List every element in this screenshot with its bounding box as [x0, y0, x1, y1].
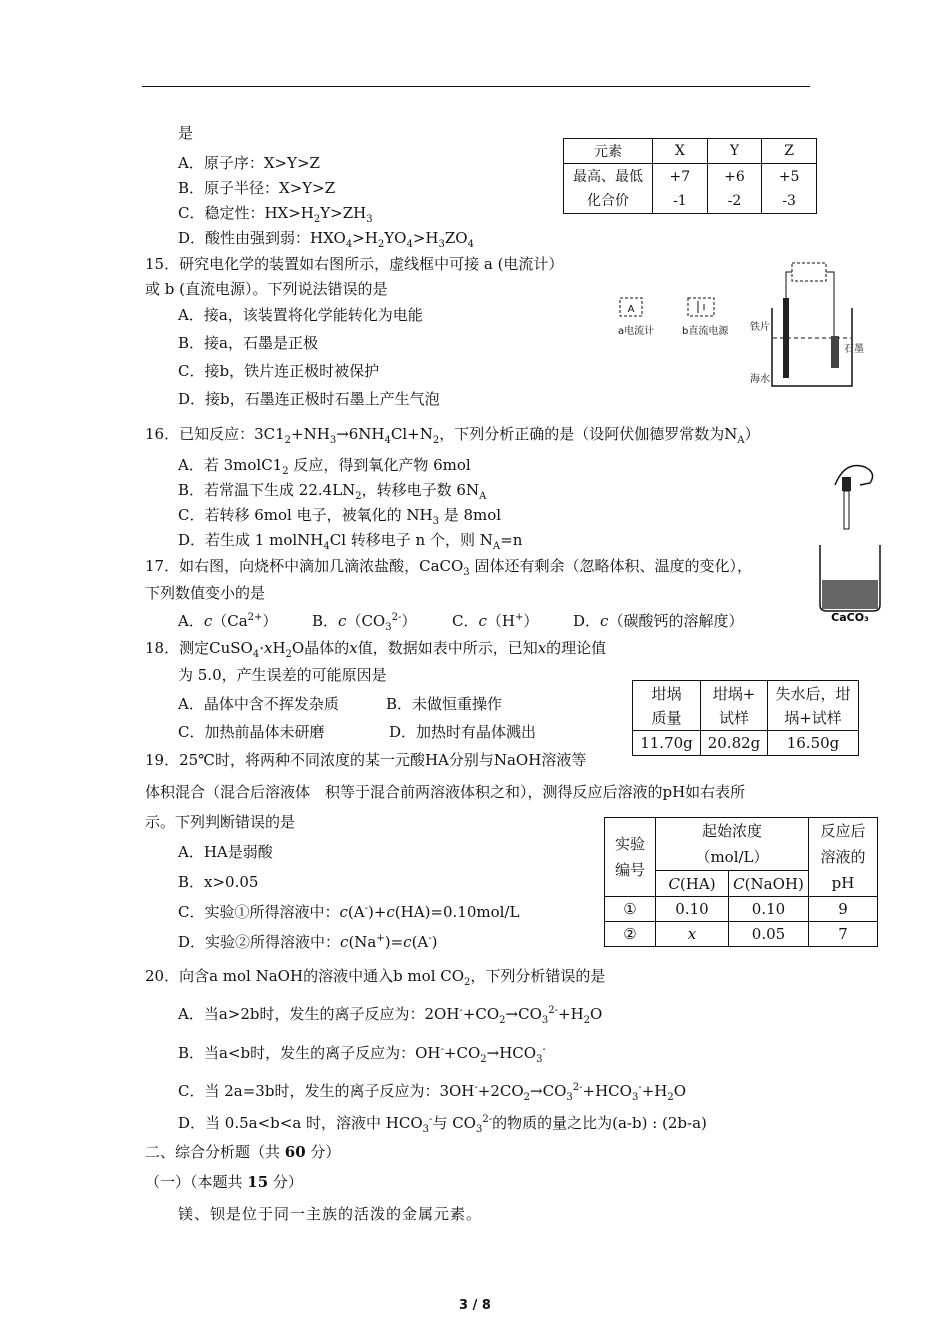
table-cell: 20.82g [701, 731, 768, 756]
table-cell: 7 [809, 922, 878, 947]
dropper-bulb [842, 477, 851, 491]
table-cell: 9 [809, 897, 878, 922]
q18-option-a: A．晶体中含不挥发杂质 [178, 695, 339, 713]
q20-option-d: D．当 0.5a<b<a 时，溶液中 $HCO_3^-$与 $CO_3^{2-}$的物质的量之比为(a-b) : (2b-a) [178, 1114, 707, 1135]
q19-option-b: B．x>0.05 [178, 873, 259, 891]
q15-option-c: C．接b，铁片连正极时被保护 [178, 362, 380, 380]
caco3-solid [822, 580, 878, 609]
table-header: 元素 [564, 139, 653, 164]
table-cell: 0.10 [729, 897, 809, 922]
seawater-label: 海水 [750, 374, 770, 385]
q16-option-b: B．若常温下生成 $22.4LN_2$，转移电子数 $6N_A$ [178, 481, 487, 502]
q14-tail: 是 [178, 124, 194, 142]
table-header: C(NaOH) [729, 871, 809, 897]
q19-option-d: D．实验②所得溶液中：c(Na+)=c(A-) [178, 933, 438, 951]
q17-option-b: B．$c(CO_3^{2-})$ [312, 612, 417, 633]
graphite-electrode [831, 336, 839, 368]
q18-option-c: C．加热前晶体未研磨 [178, 723, 325, 741]
q19-stem-line2: 体积混合（混合后溶液体 积等于混合前两溶液体积之和），测得反应后溶液的pH如右表所 [145, 783, 746, 801]
hand-icon [835, 465, 873, 485]
graphite-label: 石墨 [844, 344, 864, 355]
q20-option-a: A．当a>2b时，发生的离子反应为：$2OH^-+CO_2\to CO_3^{2-}+H_2O$ [178, 1005, 603, 1026]
ammeter-label: a电流计 [618, 326, 655, 337]
q14-option-a: A．原子序：X>Y>Z [178, 154, 320, 172]
power-source-label: b直流电源 [682, 326, 729, 337]
q15-option-d: D．接b，石墨连正极时石墨上产生气泡 [178, 390, 440, 408]
q19-stem-line3: 示。下列判断错误的是 [145, 813, 296, 831]
q14-option-b: B．原子半径：X>Y>Z [178, 179, 336, 197]
table-header: Z [762, 139, 817, 164]
table-header: 实验 编号 [605, 818, 656, 897]
table-cell: +7 -1 [653, 164, 708, 214]
q17-option-d: D．c（碳酸钙的溶解度） [573, 612, 744, 630]
q19-option-c: C．实验①所得溶液中：c(A-)+c(HA)=0.10mol/L [178, 903, 520, 921]
q14-valence-table [563, 138, 817, 214]
q15-stem-line1: 15．研究电化学的装置如右图所示，虚线框中可接 a (电流计） [145, 255, 564, 273]
table-header: 起始浓度 （mol/L） [656, 818, 809, 871]
table-cell: 0.05 [729, 922, 809, 947]
table-cell: 0.10 [656, 897, 729, 922]
table-cell: +5 -3 [762, 164, 817, 214]
q18-stem-line1: 18．测定$CuSO_4\cdot xH_2O$晶体的x值，数据如表中所示，已知x的理论值 [145, 639, 607, 660]
q20-stem: 20．向含a mol NaOH的溶液中通入b mol $CO_2$，下列分析错误的是 [145, 967, 606, 988]
q18-stem-line2: 为 5.0，产生误差的可能原因是 [178, 666, 387, 684]
connector-box [792, 263, 826, 281]
q17-option-a: A．$c(Ca^{2+})$ [178, 612, 278, 630]
q18-option-d: D．加热时有晶体溅出 [389, 723, 537, 741]
row-label: 最高、最低 化合价 [564, 164, 653, 214]
q16-option-d: D．若生成 1 molNH$_4$Cl 转移电子 n 个，则 $N_A=n$ [178, 531, 523, 552]
electrochem-apparatus-figure [612, 258, 882, 398]
q18-option-b: B．未做恒重操作 [386, 695, 503, 713]
q17-option-c: C．c（H+） [452, 612, 539, 630]
q16-option-c: C．若转移 6mol 电子，被氧化的 $NH_3$ 是 8mol [178, 506, 502, 527]
table-header: 坩埚+ 试样 [701, 681, 768, 731]
page-number: 3 / 8 [459, 1298, 491, 1313]
table-header: Y [707, 139, 762, 164]
q15-stem-line2: 或 b (直流电源）。下列说法错误的是 [145, 280, 388, 298]
q20-option-b: B．当a<b时，发生的离子反应为：$OH^-+CO_2\to HCO_3^-$ [178, 1044, 546, 1065]
table-header: 失水后，坩 埚+试样 [768, 681, 859, 731]
table-cell: 16.50g [768, 731, 859, 756]
q14-option-d: D．酸性由强到弱：$HXO_4>H_2YO_4>H_3ZO_4$ [178, 229, 474, 250]
table-cell: ① [605, 897, 656, 922]
table-header: C(HA) [656, 871, 729, 897]
q19-data-table [604, 817, 878, 947]
caco3-label: CaCO₃ [831, 611, 869, 624]
part1-intro: 镁、钡是位于同一主族的活泼的金属元素。 [178, 1205, 483, 1223]
iron-electrode [783, 298, 789, 378]
table-cell: x [656, 922, 729, 947]
table-cell: 11.70g [633, 731, 701, 756]
q19-option-a: A．HA是弱酸 [178, 843, 273, 861]
q17-stem-line1: 17．如右图，向烧杯中滴加几滴浓盐酸，CaCO$_3$ 固体还有剩余（忽略体积、温度的变化）， [145, 557, 752, 578]
beaker-with-dropper-figure [815, 455, 885, 625]
q15-option-a: A．接a，该装置将化学能转化为电能 [178, 306, 423, 324]
ammeter-symbol: A [627, 304, 635, 315]
q17-stem-line2: 下列数值变小的是 [145, 584, 266, 602]
q14-option-c: C．稳定性：$HX>H_2Y>ZH_3$ [178, 204, 373, 225]
q16-option-a: A．若 $3molC1_2$ 反应，得到氧化产物 6mol [178, 456, 471, 477]
q18-data-table [632, 680, 859, 756]
table-cell: +6 -2 [707, 164, 762, 214]
section2-title: 二、综合分析题（共 60 分） [145, 1143, 341, 1161]
q20-option-c: C．当 2a=3b时，发生的离子反应为：$3OH^-+2CO_2\to CO_3^{2-}+HCO_3^-+H_2O$ [178, 1082, 687, 1103]
table-header: 反应后 溶液的 pH [809, 818, 878, 897]
table-cell: ② [605, 922, 656, 947]
iron-label: 铁片 [750, 322, 770, 333]
table-row [605, 897, 878, 922]
q16-stem: 16．已知反应：$3C1_2+NH_3\to 6NH_4Cl+N_2$，下列分析正确的是（设阿伏伽德罗常数为$N_A$） [145, 425, 760, 446]
table-row [605, 922, 878, 947]
table-header: X [653, 139, 708, 164]
q19-stem-line1: 19．25℃时，将两种不同浓度的某一元酸HA分别与NaOH溶液等 [145, 751, 587, 769]
q15-option-b: B．接a，石墨是正极 [178, 334, 318, 352]
table-header: 坩埚 质量 [633, 681, 701, 731]
header-rule [142, 86, 810, 87]
part1-title: （一）（本题共 15 分） [145, 1173, 303, 1191]
